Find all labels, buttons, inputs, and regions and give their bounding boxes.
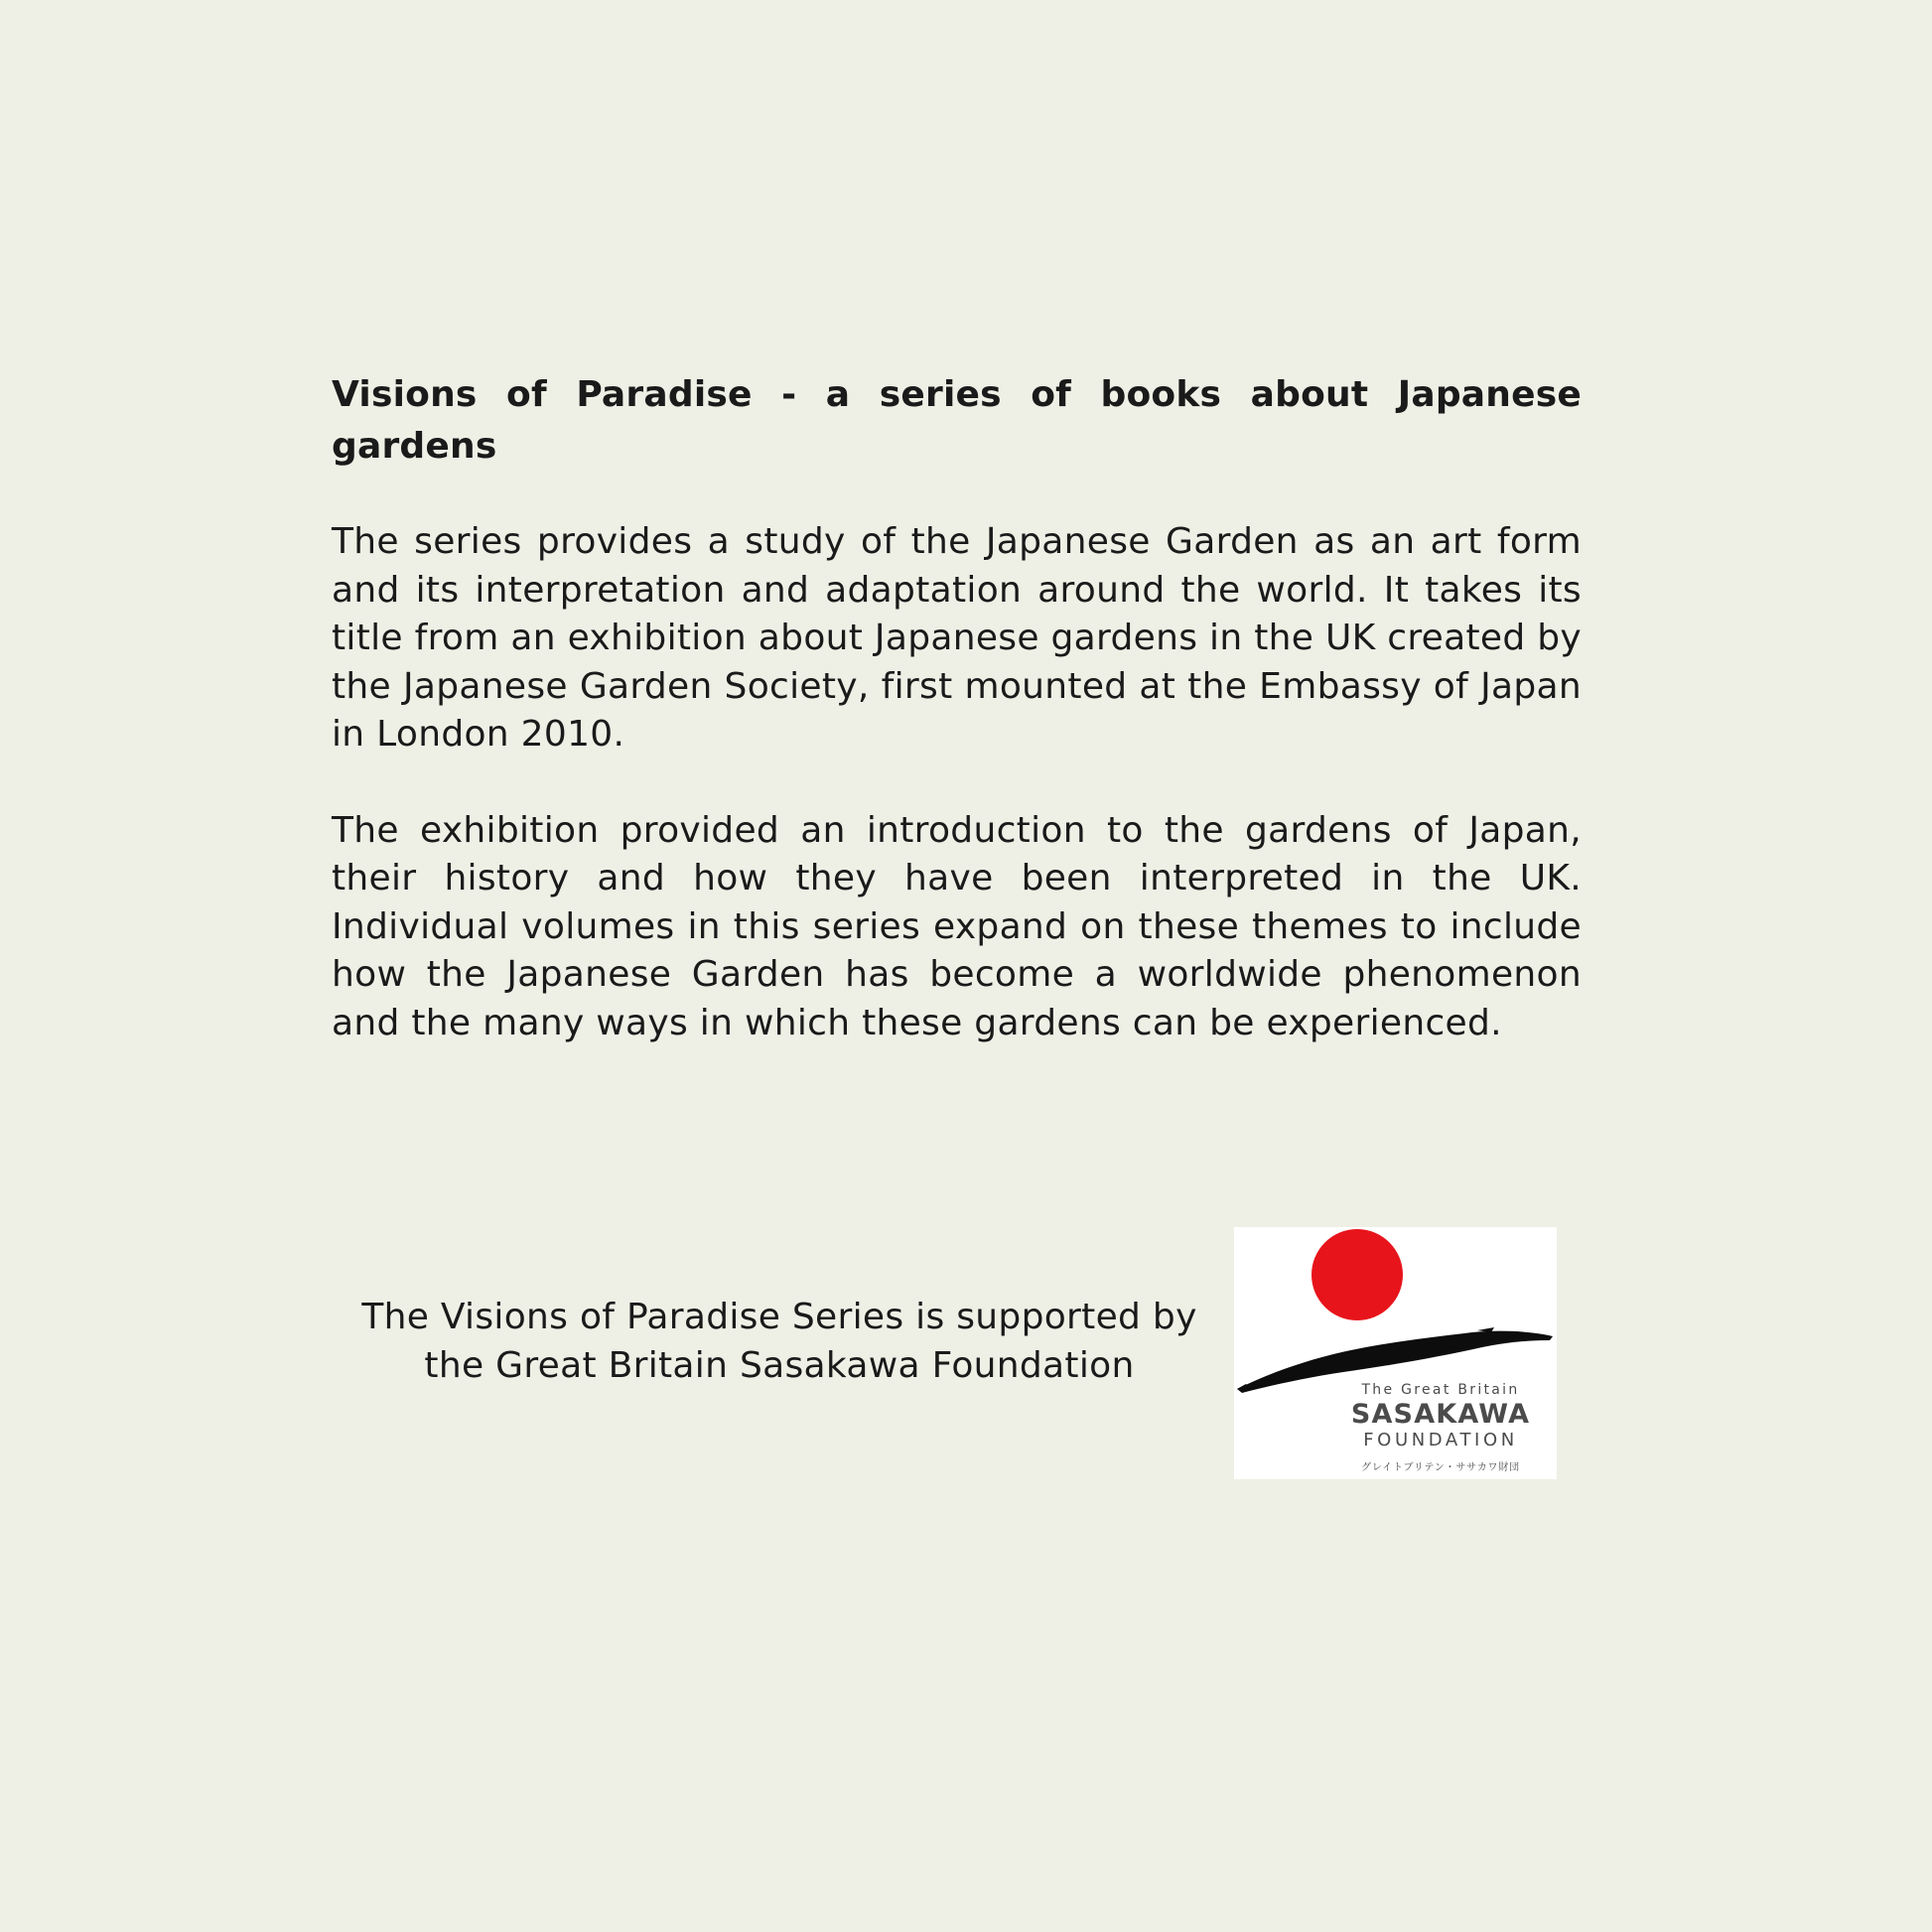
- support-line-1: The Visions of Paradise Series is supported by: [361, 1297, 1197, 1337]
- support-line-2: the Great Britain Sasakawa Foundation: [424, 1344, 1135, 1386]
- page-heading: Visions of Paradise - a series of books about Japanese gardens: [332, 374, 1582, 467]
- rising-sun-icon: [1311, 1229, 1403, 1320]
- support-statement: [338, 1294, 1221, 1390]
- paragraph-series-description: The series provides a study of the Japanese Garden as an art form and its interpretation and adaptation around the world. It takes its title from an exhibition about Japanese gardens in the UK created by the Japanese Garden Society, first mounted at the Embassy of Japan in London 2010.: [332, 521, 1582, 755]
- logo-text-sasakawa: SASAKAWA: [1350, 1399, 1531, 1430]
- main-content: [332, 369, 1582, 1047]
- logo-text-great-britain: The Great Britain: [1361, 1382, 1520, 1398]
- paragraph-exhibition-description: The exhibition provided an introduction to the gardens of Japan, their history and how they have been interpreted in the UK. Individual volumes in this series expand on these themes to include how the Japanese Garden has become a worldwide phenomenon and the many ways in which these gardens can be experienced.: [332, 809, 1582, 1043]
- logo-text-foundation: FOUNDATION: [1363, 1430, 1518, 1450]
- sasakawa-foundation-logo: [1234, 1227, 1557, 1479]
- logo-text-japanese: グレイトブリテン・ササカワ財団: [1361, 1462, 1520, 1473]
